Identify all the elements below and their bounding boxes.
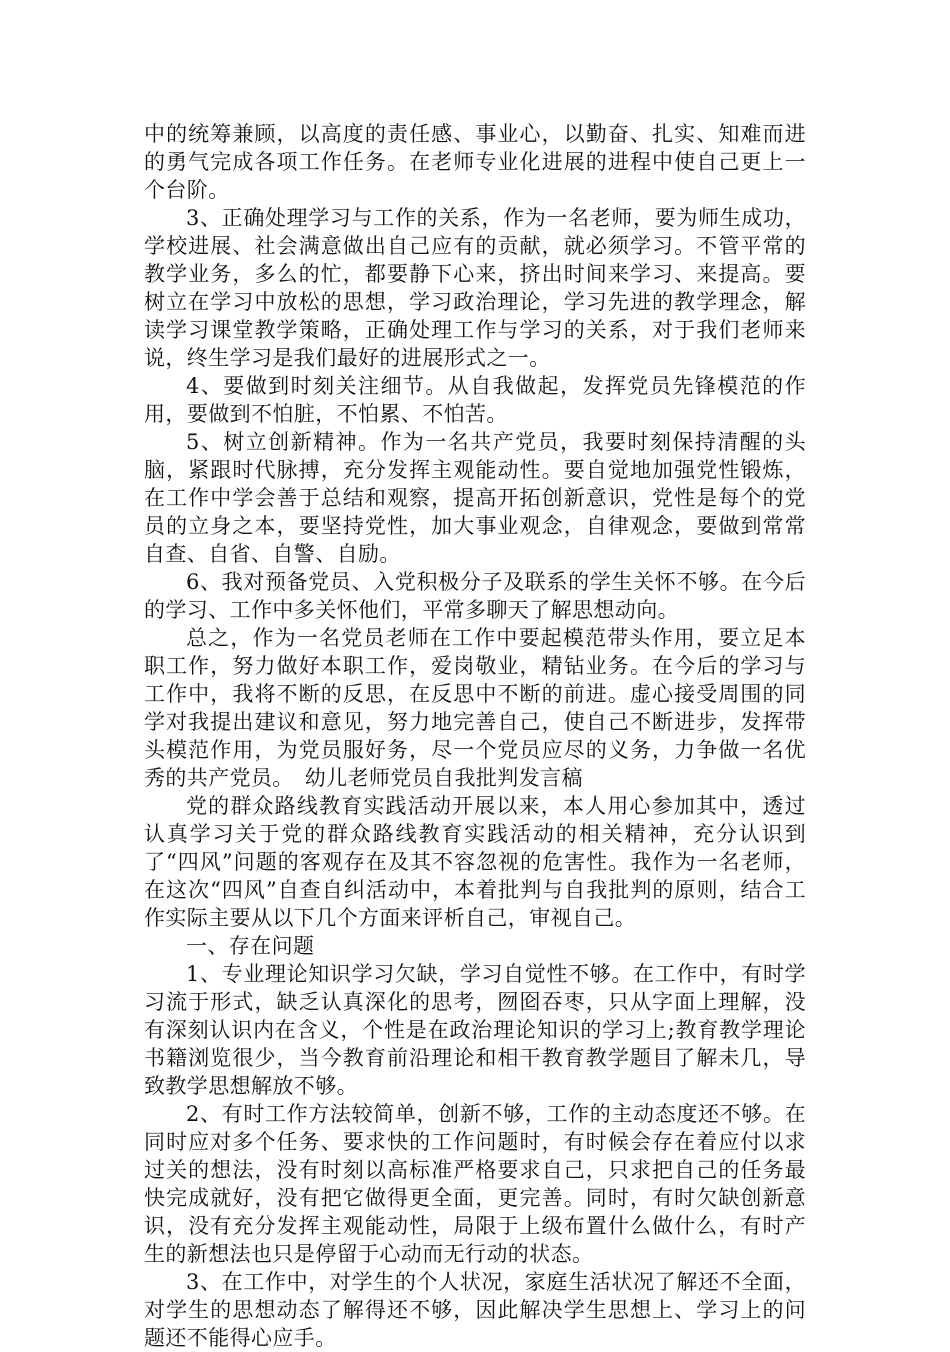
document-page: [144, 120, 806, 1352]
paragraph-item-5: 5、树立创新精神。作为一名共产党员，我要时刻保持清醒的头脑，紧跟时代脉搏，充分发挥主观能动性。要自觉地加强党性锻炼，在工作中学会善于总结和观察，提高开拓创新意识，党性是每个的党员的立身之本，要坚持党性，加大事业观念，自律观念，要做到常常自查、自省、自警、自励。: [144, 430, 806, 566]
paragraph-item-4: 4、要做到时刻关注细节。从自我做起，发挥党员先锋模范的作用，要做到不怕脏，不怕累、不怕苦。: [144, 374, 806, 426]
paragraph-item-3: 3、正确处理学习与工作的关系，作为一名老师，要为师生成功，学校进展、社会满意做出自己应有的贡献，就必须学习。不管平常的教学业务，多么的忙，都要静下心来，挤出时间来学习、来提高。要树立在学习中放松的思想，学习政治理论，学习先进的教学理念，解读学习课堂教学策略，正确处理工作与学习的关系，对于我们老师来说，终生学习是我们最好的进展形式之一。: [144, 206, 806, 370]
paragraph-problem-2: 2、有时工作方法较简单，创新不够，工作的主动态度还不够。在同时应对多个任务、要求快的工作问题时，有时候会存在着应付以求过关的想法，没有时刻以高标准严格要求自己，只求把自己的任务最快完成就好，没有把它做得更全面，更完善。同时，有时欠缺创新意识，没有充分发挥主观能动性，局限于上级布置什么做什么，有时产生的新想法也只是停留于心动而无行动的状态。: [144, 1102, 806, 1266]
paragraph-summary: 总之，作为一名党员老师在工作中要起模范带头作用，要立足本职工作，努力做好本职工作，爱岗敬业，精钻业务。在今后的学习与工作中，我将不断的反思，在反思中不断的前进。虚心接受周围的同学对我提出建议和意见，努力地完善自己，使自己不断进步，发挥带头模范作用，为党员服好务，尽一个党员应尽的义务，力争做一名优秀的共产党员。 幼儿老师党员自我批判发言稿: [144, 626, 806, 790]
paragraph-problem-3: 3、在工作中，对学生的个人状况，家庭生活状况了解还不全面，对学生的思想动态了解得还不够，因此解决学生思想上、学习上的问题还不能得心应手。: [144, 1270, 806, 1350]
paragraph-problem-1: 1、专业理论知识学习欠缺，学习自觉性不够。在工作中，有时学习流于形式，缺乏认真深化的思考，囫囵吞枣，只从字面上理解，没有深刻认识内在含义，个性是在政治理论知识的学习上;教育教学理论书籍浏览很少，当今教育前沿理论和相干教育教学题目了解未几，导致教学思想解放不够。: [144, 962, 806, 1098]
section-heading: 一、存在问题: [186, 934, 315, 958]
paragraph-continuation: 中的统筹兼顾，以高度的责任感、事业心，以勤奋、扎实、知难而进的勇气完成各项工作任务。在老师专业化进展的进程中使自己更上一个台阶。: [144, 122, 806, 202]
paragraph-intro: 党的群众路线教育实践活动开展以来，本人用心参加其中，透过认真学习关于党的群众路线教育实践活动的相关精神，充分认识到了“四风”问题的客观存在及其不容忽视的危害性。我作为一名老师，在这次“四风”自查自纠活动中，本着批判与自我批判的原则，结合工作实际主要从以下几个方面来评析自己，审视自己。: [144, 794, 806, 930]
paragraph-item-6: 6、我对预备党员、入党积极分子及联系的学生关怀不够。在今后的学习、工作中多关怀他们，平常多聊天了解思想动向。: [144, 570, 806, 622]
